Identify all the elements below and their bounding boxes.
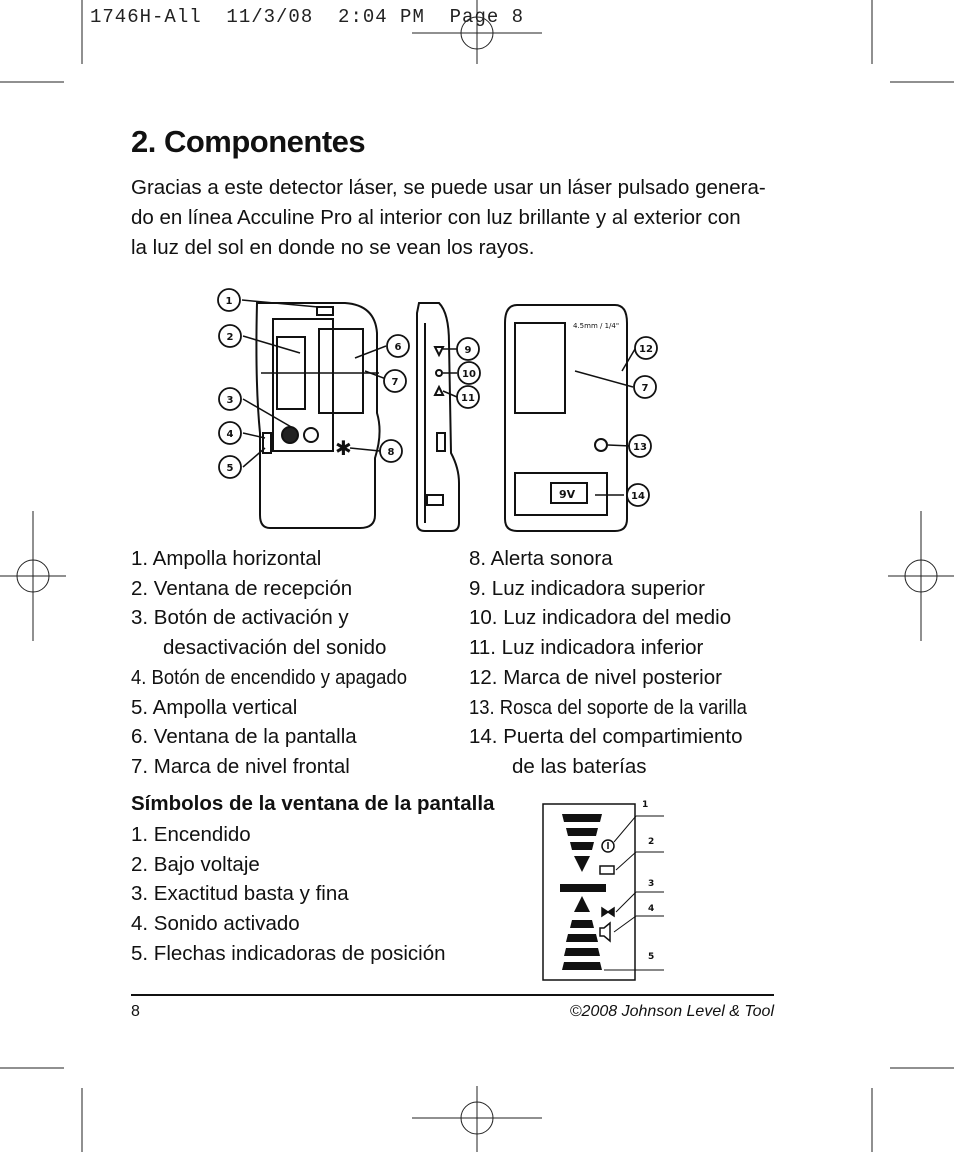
callout-number: 14: [631, 491, 645, 502]
list-item: 4. Sonido activado: [131, 912, 300, 936]
list-item: 8. Alerta sonora: [469, 547, 613, 570]
intro-line: Gracias a este detector láser, se puede usar un láser pulsado genera-: [131, 176, 766, 199]
vertical-vial-icon: [263, 433, 271, 453]
display-symbols-diagram: [540, 794, 670, 986]
rod-thread-icon: [595, 439, 607, 451]
back-label: 4.5mm / 1/4": [573, 322, 620, 330]
callout-number: 1: [225, 296, 233, 307]
list-item: 1. Encendido: [131, 823, 251, 846]
speaker-icon: ✱: [335, 436, 352, 460]
list-item: 7. Marca de nivel frontal: [131, 754, 350, 778]
callout-number: 4: [226, 429, 234, 440]
led-down-icon: [435, 387, 443, 395]
power-button-icon: [282, 427, 298, 443]
callout-number: 13: [633, 442, 647, 453]
list-item: 2. Ventana de recepción: [131, 576, 353, 600]
horizontal-vial-icon: [317, 307, 333, 315]
sound-button-icon: [304, 428, 318, 442]
intro-line: la luz del sol en donde no se vean los rayos.: [131, 236, 535, 259]
side-view: [417, 303, 459, 531]
intro-line: do en línea Acculine Pro al interior con luz brillante y al exterior con: [131, 206, 741, 229]
led-middle-icon: [436, 370, 442, 376]
display-callout-leaders: [604, 816, 664, 970]
page-number: 8: [131, 1003, 140, 1020]
list-item: 14. Puerta del compartimiento: [469, 725, 743, 749]
symbols-list: [131, 820, 446, 969]
list-item: 1. Ampolla horizontal: [131, 547, 322, 570]
callout-number: 5: [226, 463, 234, 474]
list-item: 2. Bajo voltaje: [131, 852, 260, 876]
display-window: [319, 329, 363, 413]
position-arrows: [560, 814, 606, 970]
callout-number: 7: [641, 383, 649, 394]
display-callout-number: 1: [642, 800, 649, 810]
display-callout-numbers: [642, 800, 654, 962]
callout-number: 9: [464, 345, 472, 356]
front-view: [256, 303, 379, 528]
copyright-notice: ©2008 Johnson Level & Tool: [569, 1003, 774, 1020]
display-callout-number: 4: [648, 904, 655, 914]
components-list-left: [131, 544, 438, 782]
display-callout-number: 2: [648, 837, 655, 847]
list-item: [131, 663, 438, 693]
back-view: [505, 305, 627, 531]
list-item: 9. Luz indicadora superior: [469, 576, 705, 600]
list-item: 12. Marca de nivel posterior: [469, 665, 722, 689]
device-components-diagram: [215, 283, 665, 535]
callout-number: 11: [461, 393, 475, 404]
list-item-text: 4. Botón de encendido y apagado: [131, 665, 407, 689]
list-item: 10. Luz indicadora del medio: [469, 606, 732, 630]
list-item: 5. Flechas indicadoras de posición: [131, 941, 446, 965]
list-item: 3. Exactitud basta y fina: [131, 882, 349, 906]
list-item: 11. Luz indicadora inferior: [469, 636, 704, 660]
low-battery-icon: [600, 866, 614, 874]
footer-rule: [131, 994, 774, 996]
battery-label: 9V: [559, 488, 576, 501]
callout-number: 2: [226, 332, 234, 343]
list-item: [469, 693, 778, 723]
callout-number: 3: [226, 395, 234, 406]
sound-on-icon: [600, 923, 610, 941]
list-item: de las baterías: [512, 754, 647, 778]
accuracy-icon: [602, 908, 614, 916]
callout-number: 7: [391, 377, 399, 388]
display-callout-number: 3: [648, 879, 655, 889]
components-list-right: [469, 544, 778, 782]
list-item: 3. Botón de activación y: [131, 606, 349, 630]
print-slug: 1746H-All 11/3/08 2:04 PM Page 8: [90, 6, 525, 28]
section-title: 2. Componentes: [131, 124, 366, 159]
callout-number: 10: [462, 369, 476, 380]
display-callout-number: 5: [648, 952, 655, 962]
list-item-text: 13. Rosca del soporte de la varilla: [469, 695, 747, 719]
led-up-icon: [435, 347, 443, 355]
list-item: desactivación del sonido: [163, 636, 387, 660]
callout-number: 6: [394, 342, 402, 353]
callout-number: 8: [387, 447, 395, 458]
symbols-heading: Símbolos de la ventana de la pantalla: [131, 792, 495, 815]
callout-number: 12: [639, 344, 653, 355]
intro-paragraph: [131, 173, 781, 263]
list-item: 5. Ampolla vertical: [131, 695, 298, 719]
list-item: 6. Ventana de la pantalla: [131, 725, 357, 749]
